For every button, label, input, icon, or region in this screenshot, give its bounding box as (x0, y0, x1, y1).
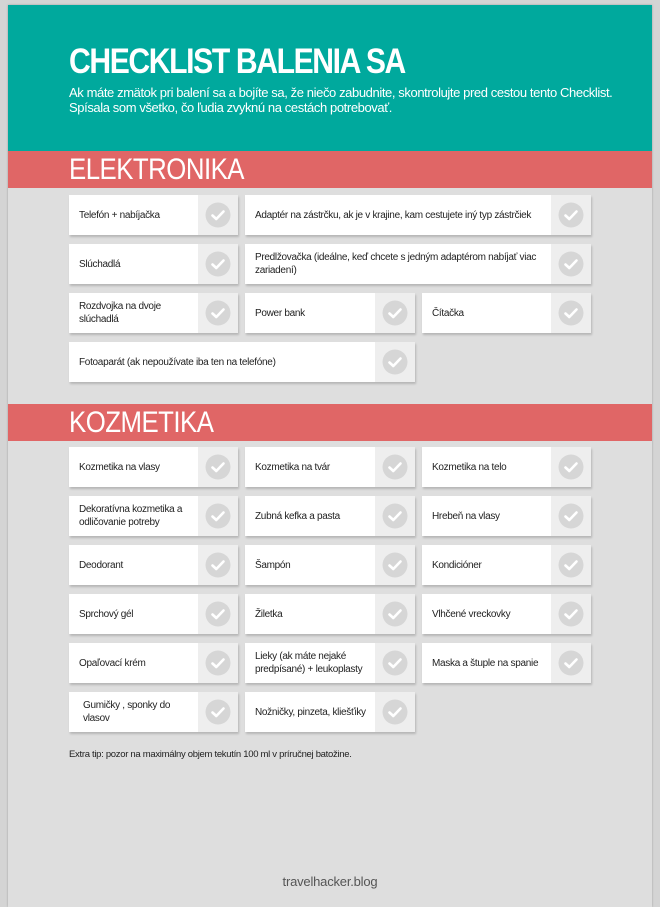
checklist-item[interactable] (422, 293, 591, 333)
check-circle-icon (382, 552, 408, 578)
check-circle-icon (382, 300, 408, 326)
item-label: Telefón + nabíjačka (79, 209, 160, 221)
item-label: Žiletka (255, 608, 283, 620)
section-title: KOZMETIKA (69, 406, 214, 439)
item-checkbox[interactable] (375, 293, 415, 333)
item-label: Vlhčené vreckovky (432, 608, 511, 620)
checklist-item[interactable] (245, 195, 591, 235)
item-label: Gumičky , sponky do vlasov (83, 700, 171, 724)
checklist-item[interactable] (245, 594, 415, 634)
item-checkbox[interactable] (551, 244, 591, 284)
item-label: Kozmetika na telo (432, 461, 507, 473)
item-checkbox[interactable] (198, 496, 238, 536)
item-label: Zubná kefka a pasta (255, 510, 340, 522)
item-label: Adaptér na zástrčku, ak je v krajine, kam cestujete iný typ zástrčiek (255, 209, 532, 221)
item-label: Deodorant (79, 559, 123, 571)
item-label: Lieky (ak máte nejaké predpísané) + leukoplasty (255, 651, 363, 675)
item-label: Hrebeň na vlasy (432, 510, 500, 522)
section-header-kozmetika (8, 404, 652, 441)
check-circle-icon (205, 650, 231, 676)
checklist-item[interactable] (69, 195, 238, 235)
item-checkbox[interactable] (198, 293, 238, 333)
checklist-item[interactable] (422, 594, 591, 634)
checklist-item[interactable] (69, 545, 238, 585)
checklist-item[interactable] (69, 643, 238, 683)
checklist-item[interactable] (245, 293, 415, 333)
checklist-item[interactable] (245, 244, 591, 284)
checklist-item[interactable] (69, 244, 238, 284)
item-checkbox[interactable] (551, 195, 591, 235)
item-label: Rozdvojka na dvoje slúchadlá (79, 301, 161, 325)
item-checkbox[interactable] (375, 545, 415, 585)
check-circle-icon (558, 601, 584, 627)
check-circle-icon (382, 454, 408, 480)
checklist-item[interactable] (69, 293, 238, 333)
checklist-item[interactable] (245, 692, 415, 732)
check-circle-icon (558, 650, 584, 676)
item-checkbox[interactable] (551, 643, 591, 683)
check-circle-icon (558, 300, 584, 326)
item-checkbox[interactable] (375, 643, 415, 683)
item-checkbox[interactable] (375, 342, 415, 382)
item-label: Slúchadlá (79, 258, 121, 270)
extra-tip: Extra tip: pozor na maximálny objem tekutín 100 ml v príručnej batožine. (69, 749, 352, 760)
header-banner (8, 5, 652, 151)
item-checkbox[interactable] (551, 496, 591, 536)
checklist-item[interactable] (245, 447, 415, 487)
item-checkbox[interactable] (375, 496, 415, 536)
item-checkbox[interactable] (198, 545, 238, 585)
item-checkbox[interactable] (198, 195, 238, 235)
checklist-item[interactable] (69, 342, 415, 382)
check-circle-icon (382, 349, 408, 375)
item-checkbox[interactable] (198, 692, 238, 732)
check-circle-icon (205, 601, 231, 627)
item-label: Šampón (255, 559, 291, 571)
footer-site-name: travelhacker.blog (282, 874, 378, 889)
checklist-item[interactable] (245, 545, 415, 585)
item-label: Kondicióner (432, 559, 482, 571)
check-circle-icon (382, 650, 408, 676)
checklist-item[interactable] (422, 447, 591, 487)
item-label: Power bank (255, 307, 305, 319)
checklist-page (8, 5, 652, 907)
check-circle-icon (382, 601, 408, 627)
checklist-item[interactable] (69, 692, 238, 732)
item-label: Sprchový gél (79, 608, 134, 620)
item-label: Dekoratívna kozmetika a odličovanie potreby (79, 504, 183, 528)
item-checkbox[interactable] (375, 447, 415, 487)
section-title: ELEKTRONIKA (69, 153, 244, 186)
check-circle-icon (205, 552, 231, 578)
checklist-item[interactable] (422, 496, 591, 536)
item-label: Nožničky, pinzeta, kliešťiky (255, 706, 366, 718)
check-circle-icon (205, 300, 231, 326)
item-checkbox[interactable] (198, 244, 238, 284)
page-title: CHECKLIST BALENIA SA (69, 42, 405, 81)
checklist-item[interactable] (69, 447, 238, 487)
checklist-item[interactable] (245, 643, 415, 683)
check-circle-icon (205, 503, 231, 529)
check-circle-icon (205, 699, 231, 725)
check-circle-icon (558, 251, 584, 277)
item-label: Predlžovačka (ideálne, keď chcete s jedným adaptérom nabíjať viac zariadení) (255, 252, 537, 276)
item-label: Čítačka (432, 307, 464, 319)
checklist-item[interactable] (69, 496, 238, 536)
check-circle-icon (382, 503, 408, 529)
item-checkbox[interactable] (198, 594, 238, 634)
check-circle-icon (558, 454, 584, 480)
checklist-item[interactable] (69, 594, 238, 634)
item-checkbox[interactable] (375, 594, 415, 634)
check-circle-icon (558, 552, 584, 578)
check-circle-icon (205, 454, 231, 480)
page-subtitle: Ak máte zmätok pri balení sa a bojíte sa, že niečo zabudnite, skontrolujte pred cestou tento Checklist. Spísala som všetko, čo ľudia zvyknú na cestách potrebovať. (69, 85, 613, 115)
item-checkbox[interactable] (551, 293, 591, 333)
item-checkbox[interactable] (551, 545, 591, 585)
item-checkbox[interactable] (198, 643, 238, 683)
item-label: Opaľovací krém (79, 657, 146, 669)
checklist-item[interactable] (422, 643, 591, 683)
check-circle-icon (205, 202, 231, 228)
item-label: Maska a štuple na spanie (432, 657, 539, 669)
item-label: Kozmetika na vlasy (79, 461, 160, 473)
check-circle-icon (205, 251, 231, 277)
section-header-elektronika (8, 151, 652, 188)
check-circle-icon (558, 503, 584, 529)
item-label: Kozmetika na tvár (255, 461, 330, 473)
item-checkbox[interactable] (551, 447, 591, 487)
check-circle-icon (558, 202, 584, 228)
item-label: Fotoaparát (ak nepoužívate iba ten na telefóne) (79, 356, 276, 368)
checklist-item[interactable] (422, 545, 591, 585)
item-checkbox[interactable] (198, 447, 238, 487)
checklist-item[interactable] (245, 496, 415, 536)
item-checkbox[interactable] (375, 692, 415, 732)
item-checkbox[interactable] (551, 594, 591, 634)
check-circle-icon (382, 699, 408, 725)
